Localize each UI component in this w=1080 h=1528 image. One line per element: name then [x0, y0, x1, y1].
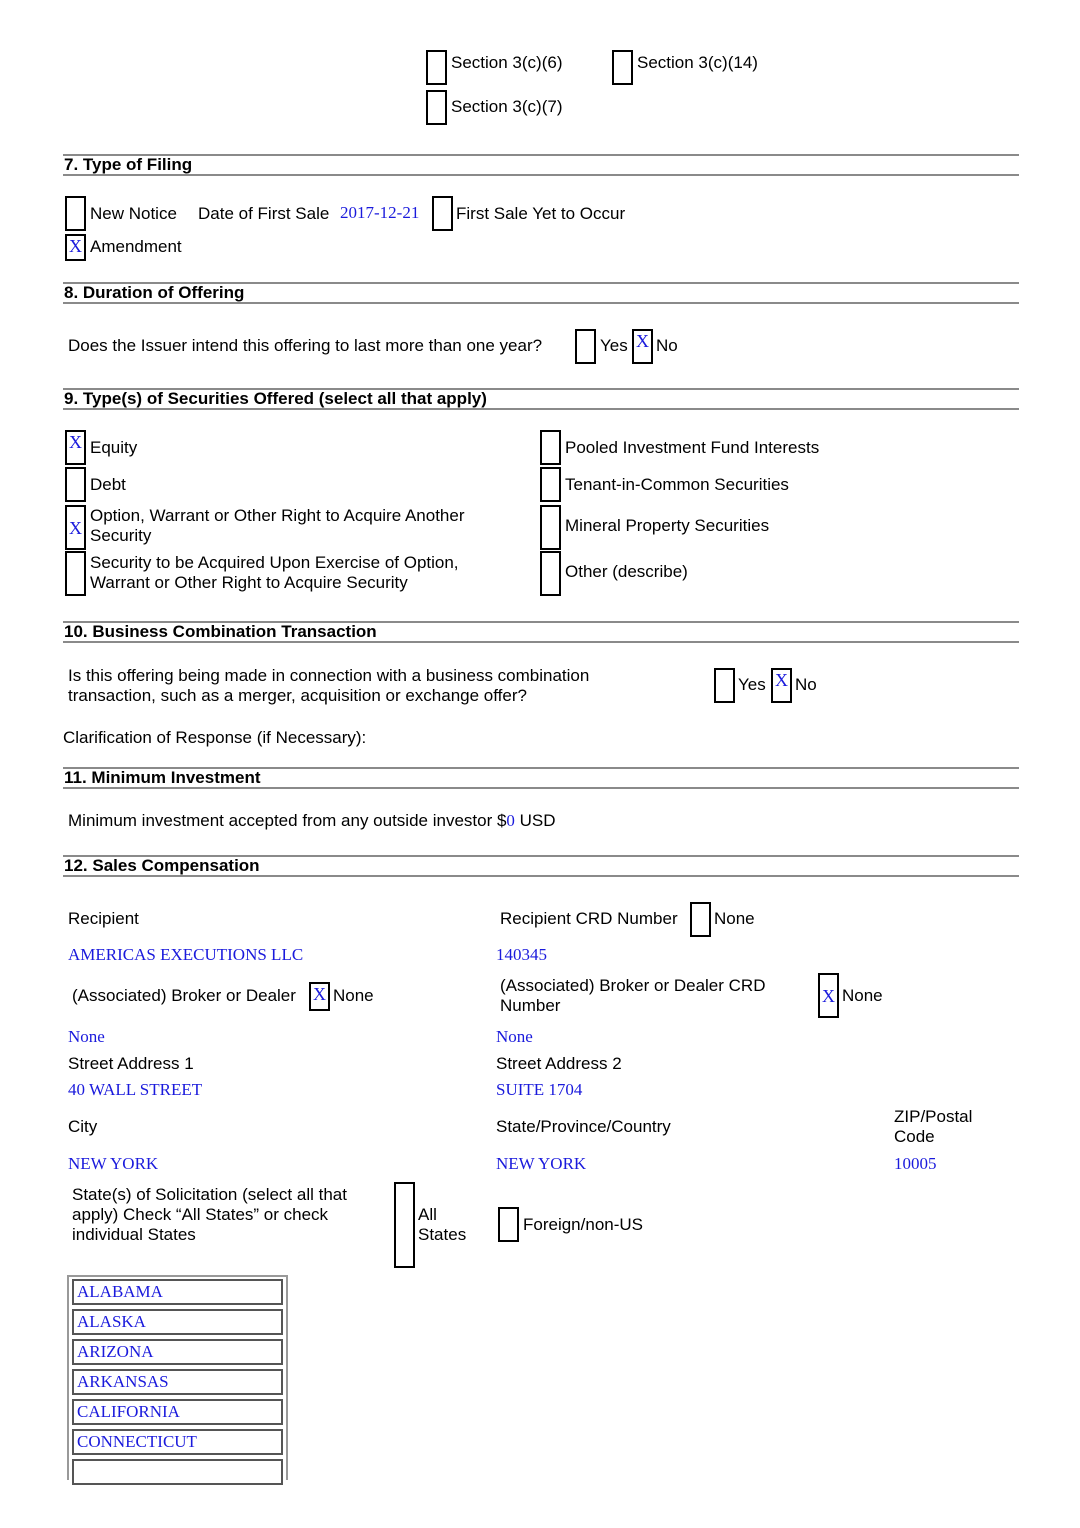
solicitation-label: State(s) of Solicitation (select all that apply) Check “All States” or check individual States — [72, 1185, 347, 1244]
zip-value: 10005 — [894, 1154, 937, 1173]
section-3c14-label: Section 3(c)(14) — [637, 53, 758, 72]
broker-label: (Associated) Broker or Dealer — [72, 986, 296, 1005]
tenant-in-common-label: Tenant-in-Common Securities — [565, 475, 789, 494]
date-of-first-sale-label: Date of First Sale — [198, 204, 330, 223]
equity-label: Equity — [90, 438, 138, 457]
first-sale-yet-checkbox[interactable] — [432, 196, 453, 231]
broker-none-checkbox[interactable]: X — [309, 982, 330, 1011]
duration-no-checkbox[interactable]: X — [632, 329, 653, 364]
business-combination-yes-label: Yes — [738, 675, 766, 694]
recipient-crd-label: Recipient CRD Number — [500, 909, 678, 928]
state-item[interactable]: CONNECTICUT — [72, 1429, 283, 1455]
all-states-label: All States — [418, 1205, 467, 1244]
all-states-checkbox[interactable] — [394, 1182, 415, 1268]
section-3c7-checkbox[interactable] — [426, 90, 447, 125]
duration-question: Does the Issuer intend this offering to last more than one year? — [68, 336, 543, 355]
recipient-value: AMERICAS EXECUTIONS LLC — [68, 945, 304, 964]
business-combination-yes-checkbox[interactable] — [714, 668, 735, 703]
street2-label: Street Address 2 — [496, 1054, 622, 1073]
city-value: NEW YORK — [68, 1154, 159, 1173]
recipient-crd-none-label: None — [714, 909, 755, 928]
section-3c14-checkbox[interactable] — [612, 50, 633, 85]
option-warrant-checkbox[interactable]: X — [65, 505, 86, 550]
type-of-filing-header: 7. Type of Filing — [63, 154, 1019, 176]
foreign-checkbox[interactable] — [498, 1207, 519, 1242]
street1-value: 40 WALL STREET — [68, 1080, 203, 1099]
state-item[interactable] — [72, 1459, 283, 1485]
recipient-crd-value: 140345 — [496, 945, 547, 964]
state-value: NEW YORK — [496, 1154, 587, 1173]
security-exercise-checkbox[interactable] — [65, 551, 86, 596]
debt-checkbox[interactable] — [65, 467, 86, 502]
amendment-label: Amendment — [90, 237, 182, 256]
state-item[interactable]: ALABAMA — [72, 1279, 283, 1305]
foreign-label: Foreign/non-US — [523, 1215, 644, 1234]
section-3c7-label: Section 3(c)(7) — [451, 97, 563, 116]
state-item[interactable]: CALIFORNIA — [72, 1399, 283, 1425]
street1-label: Street Address 1 — [68, 1054, 194, 1073]
minimum-investment-header: 11. Minimum Investment — [63, 767, 1019, 789]
pooled-fund-checkbox[interactable] — [540, 430, 561, 465]
other-describe-checkbox[interactable] — [540, 551, 561, 596]
minimum-investment-label: Minimum investment accepted from any outside investor $ — [68, 811, 507, 830]
recipient-label: Recipient — [68, 909, 139, 928]
duration-yes-checkbox[interactable] — [575, 329, 596, 364]
equity-checkbox[interactable]: X — [65, 430, 86, 465]
minimum-investment-currency: USD — [519, 811, 556, 830]
mineral-property-checkbox[interactable] — [540, 505, 561, 550]
state-label: State/Province/Country — [496, 1117, 671, 1136]
business-combination-header: 10. Business Combination Transaction — [63, 621, 1019, 643]
duration-no-label: No — [656, 336, 678, 355]
broker-crd-none-checkbox[interactable]: X — [818, 973, 839, 1018]
state-item[interactable]: ARIZONA — [72, 1339, 283, 1365]
clarification-label: Clarification of Response (if Necessary): — [63, 728, 367, 747]
date-of-first-sale-value: 2017-12-21 — [340, 203, 420, 222]
tenant-in-common-checkbox[interactable] — [540, 467, 561, 502]
business-combination-no-checkbox[interactable]: X — [771, 668, 792, 703]
recipient-crd-none-checkbox[interactable] — [690, 902, 711, 937]
first-sale-yet-label: First Sale Yet to Occur — [456, 204, 626, 223]
broker-value: None — [68, 1027, 105, 1046]
broker-none-label: None — [333, 986, 374, 1005]
mineral-property-label: Mineral Property Securities — [565, 516, 770, 535]
street2-value: SUITE 1704 — [496, 1080, 583, 1099]
new-notice-label: New Notice — [90, 204, 177, 223]
other-describe-label: Other (describe) — [565, 562, 688, 581]
broker-crd-value: None — [496, 1027, 533, 1046]
security-exercise-label: Security to be Acquired Upon Exercise of Option, Warrant or Other Right to Acquire Security — [90, 553, 459, 592]
business-combination-question: Is this offering being made in connection with a business combination transaction, such as a merger, acquisition or exchange offer? — [68, 666, 590, 705]
business-combination-no-label: No — [795, 675, 817, 694]
state-item[interactable]: ALASKA — [72, 1309, 283, 1335]
zip-label: ZIP/Postal Code — [894, 1107, 973, 1146]
state-item[interactable]: ARKANSAS — [72, 1369, 283, 1395]
duration-header: 8. Duration of Offering — [63, 282, 1019, 304]
city-label: City — [68, 1117, 98, 1136]
minimum-investment-row — [68, 811, 556, 831]
duration-yes-label: Yes — [600, 336, 628, 355]
minimum-investment-value: 0 — [506, 811, 515, 830]
sales-compensation-header: 12. Sales Compensation — [63, 855, 1019, 877]
section-3c6-label: Section 3(c)(6) — [451, 53, 563, 72]
option-warrant-label: Option, Warrant or Other Right to Acquire Another Security — [90, 506, 465, 545]
section-3c6-checkbox[interactable] — [426, 50, 447, 85]
broker-crd-label: (Associated) Broker or Dealer CRD Number — [500, 976, 766, 1015]
securities-header: 9. Type(s) of Securities Offered (select all that apply) — [63, 388, 1019, 410]
broker-crd-none-label: None — [842, 986, 883, 1005]
new-notice-checkbox[interactable] — [65, 196, 86, 231]
debt-label: Debt — [90, 475, 126, 494]
pooled-fund-label: Pooled Investment Fund Interests — [565, 438, 820, 457]
amendment-checkbox[interactable]: X — [65, 234, 86, 261]
states-list[interactable] — [67, 1275, 288, 1480]
